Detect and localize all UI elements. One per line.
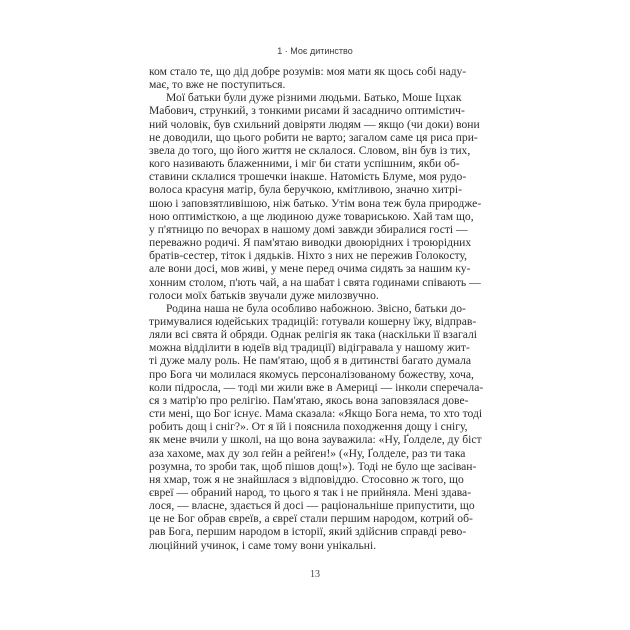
text-line: кого називають блаженними, і міг би стати успішним, якби об- bbox=[149, 157, 460, 171]
text-line: аза хахоме, мах ду зол ґейн а рейґен!» («Ну, Ґолделе, раз ти така bbox=[149, 446, 466, 460]
text-line: не доводили, що цього робити не варто; загалом саме ця риса при- bbox=[149, 130, 478, 144]
text-line: люційний учинок, і саме тому вони унікальні. bbox=[149, 538, 377, 552]
text-line: шою і заповзятливішою, ніж батько. Утім вона теж була природже- bbox=[149, 196, 482, 210]
text-line: братів-сестер, тіток і дядьків. Ніхто з них не пережив Голокосту, bbox=[149, 249, 468, 263]
text-line: Мої батьки були дуже різними людьми. Батько, Моше Іцхак bbox=[166, 91, 462, 105]
text-line: має, то вже не поступиться. bbox=[149, 78, 286, 92]
text-line: сти мені, що Бог існує. Мама сказала: «Якщо Бога нема, то хто тоді bbox=[149, 407, 483, 421]
text-line: переважно родичі. Я пам'ятаю виводки двоюрідних і троюрідних bbox=[149, 236, 472, 250]
text-line: ня хмар, тож я не знайшлася з відповіддю. Стосовно ж того, що bbox=[149, 472, 464, 486]
page-number: 13 bbox=[310, 569, 320, 580]
text-line: у п'ятницю по вечорах в нашому домі завжди збиралися гості — bbox=[149, 222, 468, 236]
running-head: 1 · Моє дитинство bbox=[277, 46, 353, 56]
text-line: коли підросла, — тоді ми жили вже в Америці — інколи сперечала- bbox=[149, 380, 484, 394]
text-line: ті дуже малу роль. Не пам'ятаю, щоб я в дитинстві багато думала bbox=[149, 354, 472, 368]
text-line: але вони досі, мов живі, у мене перед очима сидять за нашим ку- bbox=[149, 262, 471, 276]
text-line: як мене вчили у школі, на що вона зауважила: «Ну, Ґолделе, ду біст bbox=[149, 433, 482, 447]
text-line: хонним столом, п'ють чай, а на шабат і свята годинами співають — bbox=[149, 275, 481, 289]
text-line: про Бога чи молилася якомусь персоналізованому божеству, хоча, bbox=[149, 367, 474, 381]
text-line: ставини склалися трошечки інакше. Натомість Блуме, моя рудо- bbox=[149, 170, 467, 184]
text-line: Родина наша не була особливо набожною. Звісно, батьки до- bbox=[166, 301, 466, 315]
text-line: звела до того, що його життя не склалося. Словом, він був із тих, bbox=[149, 143, 471, 157]
text-line: лося, — власне, здається й досі — раціональніше припустити, що bbox=[149, 499, 475, 513]
text-line: робить дощ і сніг?». От я їй і пояснила походження дощу і снігу, bbox=[149, 420, 468, 434]
text-line: можна відділити в юдеїв від традиції) відігравала у нашому жит- bbox=[149, 341, 470, 355]
text-line: волоса красуня матір, була беручкою, кмітливою, значно хитрі- bbox=[149, 183, 462, 197]
text-line: ком стало те, що дід добре розумів: моя мати як щось собі наду- bbox=[149, 65, 467, 78]
text-line: Мабович, стрункий, з тонкими рисами й засадничо оптимістич- bbox=[149, 104, 465, 118]
text-line: євреї — обраний народ, то цього я так і не прийняла. Мені здава- bbox=[149, 486, 472, 499]
text-line: розумна, то зроби так, щоб пішов дощ!»). Тоді не було ще засіван- bbox=[149, 459, 477, 473]
text-line: це не Бог обрав євреїв, а євреї стали першим народом, котрий об- bbox=[149, 512, 473, 526]
text-line: ною оптимісткою, а ще людиною дуже товариською. Хай там що, bbox=[149, 209, 474, 223]
text-line: рав Бога, першим народом в історії, який здійснив справді рево- bbox=[149, 525, 467, 539]
text-line: тримувалися юдейських традицій: готували кошерну їжу, відправ- bbox=[149, 314, 477, 328]
body-text bbox=[149, 65, 484, 552]
text-line: ляли всі свята й обряди. Однак релігія як така (наскільки її взагалі bbox=[149, 328, 478, 342]
text-line: ний чоловік, був схильний довіряти людям — якщо (чи доки) вони bbox=[149, 117, 480, 131]
text-line: ся з матір'ю про релігію. Пам'ятаю, якось вона заповзялася дове- bbox=[149, 393, 469, 407]
text-line: голоси моїх батьків звучали дуже милозвучно. bbox=[149, 288, 379, 302]
